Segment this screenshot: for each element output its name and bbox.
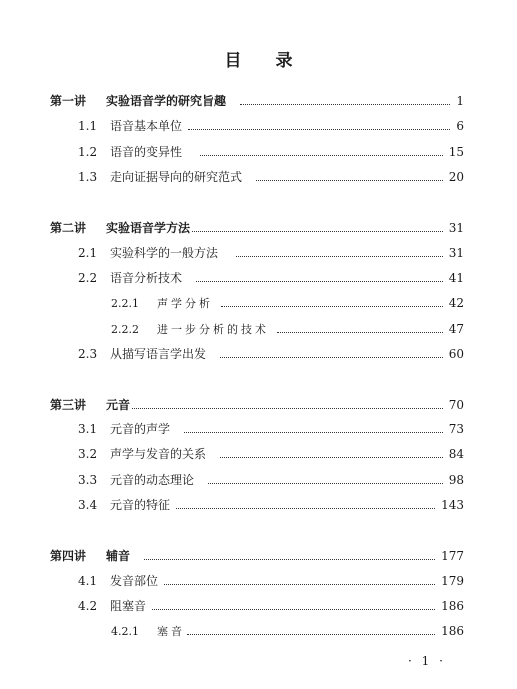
toc-number: 第一讲 [50,94,87,108]
toc-entry[interactable] [111,321,464,337]
toc-label: 实验语音学方法 [106,221,191,235]
toc-number: 1.3 [78,170,98,184]
dot-leader [176,497,435,509]
toc-label: 从描写语言学出发 [110,347,207,361]
toc-entry[interactable] [78,144,464,160]
toc-entry[interactable] [111,295,464,311]
toc-label: 元音 [106,398,131,412]
toc-number: 3.4 [78,498,98,512]
toc-number: 3.3 [78,473,98,487]
toc-entry[interactable] [78,118,464,134]
toc-page: 98 [448,473,464,487]
toc-entry-chapter-2[interactable] [50,220,464,236]
toc-page: 84 [448,447,464,461]
toc-entry[interactable] [78,421,464,437]
toc-page: 31 [448,246,464,260]
dot-leader [220,346,443,358]
toc-entry[interactable] [78,497,464,513]
toc-number: 3.1 [78,422,98,436]
dot-leader [200,144,443,156]
toc-label: 塞音 [157,625,185,638]
toc-number: 1.1 [78,119,98,133]
toc-page: 47 [448,322,464,336]
dot-leader [164,573,435,585]
toc-page: 15 [448,145,464,159]
page-title: 目录 [224,51,327,71]
toc-entry[interactable] [78,270,464,286]
toc-number: 2.1 [78,246,98,260]
toc-number: 第四讲 [50,549,87,563]
toc-label: 实验科学的一般方法 [110,246,219,260]
toc-number: 2.2.1 [111,297,139,310]
toc-entry[interactable] [78,346,464,362]
toc-label: 声学分析 [157,297,213,310]
toc-label: 进一步分析的技术 [157,323,269,336]
dot-leader [196,270,443,282]
dot-leader [256,169,443,181]
toc-page: 177 [441,549,464,563]
toc-number: 2.2 [78,271,98,285]
toc-number: 2.2.2 [111,323,139,336]
toc-entry[interactable] [78,446,464,462]
dot-leader [144,548,435,560]
toc-number: 1.2 [78,145,98,159]
toc-page: 6 [456,119,464,133]
toc-number: 3.2 [78,447,98,461]
toc-entry[interactable] [78,472,464,488]
toc-page: 1 [456,94,464,108]
dot-leader [277,321,443,333]
toc-label: 语音基本单位 [110,119,183,133]
dot-leader [236,245,443,257]
dot-leader [208,472,443,484]
toc-label: 实验语音学的研究旨趣 [106,94,227,108]
toc-number: 第三讲 [50,398,87,412]
dot-leader [152,598,435,610]
toc-page: 143 [441,498,464,512]
toc-label: 语音分析技术 [110,271,183,285]
toc-number: 4.2 [78,599,98,613]
toc-label: 元音的特征 [110,498,171,512]
toc-label: 声学与发音的关系 [110,447,207,461]
toc-page: 186 [441,599,464,613]
toc-page: 60 [448,347,464,361]
toc-number: 4.2.1 [111,625,139,638]
toc-label: 元音的动态理论 [110,473,195,487]
dot-leader [187,623,435,635]
dot-leader [192,220,443,232]
toc-page: 73 [448,422,464,436]
page-number-footer: · 1 · [408,654,446,668]
toc-page: 186 [441,624,464,638]
dot-leader [188,118,450,130]
dot-leader [221,295,443,307]
toc-entry-chapter-4[interactable] [50,548,464,564]
toc-page: 42 [448,296,464,310]
toc-label: 发音部位 [110,574,159,588]
toc-number: 2.3 [78,347,98,361]
toc-number: 第二讲 [50,221,87,235]
toc-entry-chapter-1[interactable] [50,93,464,109]
toc-entry[interactable] [78,598,464,614]
toc-label: 阻塞音 [110,599,147,613]
dot-leader [132,397,443,409]
dot-leader [184,421,443,433]
toc-label: 辅音 [106,549,131,563]
toc-number: 4.1 [78,574,98,588]
toc-page: 41 [448,271,464,285]
toc-entry-chapter-3[interactable] [50,397,464,413]
toc-entry[interactable] [78,169,464,185]
toc-label: 语音的变异性 [110,145,183,159]
toc-entry[interactable] [111,623,464,639]
toc-page: 70 [448,398,464,412]
toc-page: 20 [448,170,464,184]
toc-entry[interactable] [78,573,464,589]
dot-leader [240,93,450,105]
toc-page: 31 [448,221,464,235]
toc-page: 179 [441,574,464,588]
toc-entry[interactable] [78,245,464,261]
toc-label: 元音的声学 [110,422,171,436]
dot-leader [220,446,443,458]
toc-label: 走向证据导向的研究范式 [110,170,243,184]
